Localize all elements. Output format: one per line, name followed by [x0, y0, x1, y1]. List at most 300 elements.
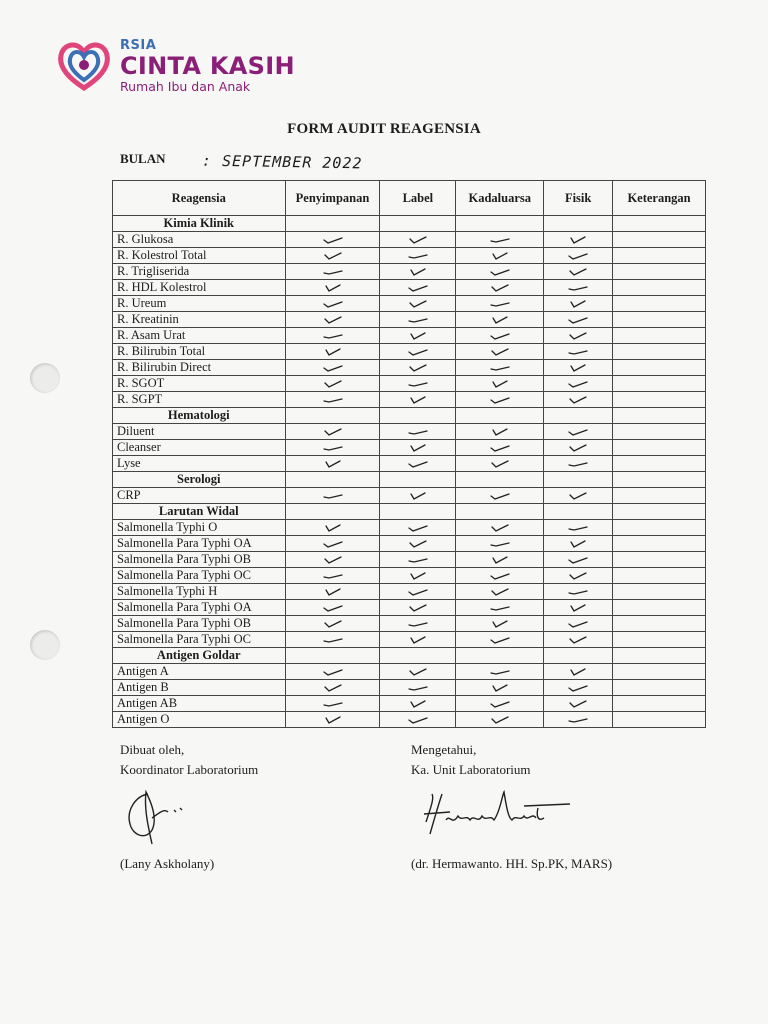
check-cell	[456, 536, 544, 552]
check-cell	[456, 712, 544, 728]
check-cell	[380, 584, 456, 600]
check-cell	[544, 536, 613, 552]
check-cell	[380, 360, 456, 376]
table-row	[113, 696, 706, 712]
empty-cell	[544, 408, 613, 424]
check-mark-icon	[567, 362, 589, 374]
check-cell	[456, 328, 544, 344]
check-cell	[544, 376, 613, 392]
check-mark-icon	[322, 666, 344, 678]
check-mark-icon	[489, 602, 511, 614]
check-mark-icon	[407, 682, 429, 694]
logo-brand-name: CINTA KASIH	[120, 51, 295, 80]
check-cell	[544, 520, 613, 536]
empty-cell	[613, 504, 706, 520]
section-row	[113, 504, 706, 520]
empty-cell	[380, 648, 456, 664]
check-cell	[456, 680, 544, 696]
table-row	[113, 712, 706, 728]
check-cell	[285, 360, 380, 376]
keterangan-cell	[613, 280, 706, 296]
check-mark-icon	[407, 602, 429, 614]
check-cell	[285, 376, 380, 392]
check-cell	[456, 552, 544, 568]
check-mark-icon	[567, 586, 589, 598]
check-mark-icon	[322, 378, 344, 390]
check-mark-icon	[489, 250, 511, 262]
table-row	[113, 552, 706, 568]
table-row	[113, 456, 706, 472]
check-cell	[380, 536, 456, 552]
reagent-name: R. Ureum	[113, 296, 286, 312]
reagent-name: Salmonella Para Typhi OB	[113, 552, 286, 568]
check-mark-icon	[407, 330, 429, 342]
check-cell	[544, 664, 613, 680]
empty-cell	[285, 504, 380, 520]
empty-cell	[456, 472, 544, 488]
check-mark-icon	[322, 602, 344, 614]
reagent-name: Salmonella Typhi H	[113, 584, 286, 600]
empty-cell	[544, 504, 613, 520]
check-mark-icon	[407, 314, 429, 326]
check-mark-icon	[407, 266, 429, 278]
reagent-name: R. HDL Kolestrol	[113, 280, 286, 296]
check-mark-icon	[407, 634, 429, 646]
reagent-name: Antigen O	[113, 712, 286, 728]
check-mark-icon	[567, 234, 589, 246]
check-cell	[380, 456, 456, 472]
check-cell	[380, 328, 456, 344]
bulan-value: : SEPTEMBER 2022	[201, 151, 363, 173]
punch-hole-bottom	[30, 630, 60, 660]
table-row	[113, 296, 706, 312]
empty-cell	[456, 648, 544, 664]
check-mark-icon	[322, 490, 344, 502]
check-cell	[285, 584, 380, 600]
check-mark-icon	[322, 586, 344, 598]
check-cell	[456, 232, 544, 248]
keterangan-cell	[613, 568, 706, 584]
keterangan-cell	[613, 664, 706, 680]
empty-cell	[285, 472, 380, 488]
check-cell	[456, 600, 544, 616]
check-mark-icon	[322, 442, 344, 454]
check-cell	[285, 296, 380, 312]
keterangan-cell	[613, 520, 706, 536]
check-mark-icon	[567, 394, 589, 406]
check-cell	[285, 552, 380, 568]
table-row	[113, 440, 706, 456]
table-row	[113, 616, 706, 632]
section-row	[113, 216, 706, 232]
check-mark-icon	[322, 282, 344, 294]
check-cell	[544, 328, 613, 344]
check-cell	[380, 600, 456, 616]
empty-cell	[613, 472, 706, 488]
check-cell	[456, 360, 544, 376]
check-mark-icon	[407, 346, 429, 358]
keterangan-cell	[613, 376, 706, 392]
check-cell	[544, 440, 613, 456]
reagent-name: R. Trigliserida	[113, 264, 286, 280]
check-cell	[285, 328, 380, 344]
check-cell	[544, 712, 613, 728]
check-mark-icon	[407, 698, 429, 710]
check-mark-icon	[567, 570, 589, 582]
check-cell	[544, 392, 613, 408]
check-cell	[380, 232, 456, 248]
check-cell	[285, 280, 380, 296]
section-row	[113, 472, 706, 488]
hospital-logo	[54, 38, 295, 94]
check-mark-icon	[407, 442, 429, 454]
check-mark-icon	[489, 554, 511, 566]
keterangan-cell	[613, 712, 706, 728]
table-row	[113, 360, 706, 376]
table-row	[113, 264, 706, 280]
keterangan-cell	[613, 456, 706, 472]
check-mark-icon	[489, 298, 511, 310]
keterangan-cell	[613, 680, 706, 696]
check-mark-icon	[322, 314, 344, 326]
check-cell	[456, 616, 544, 632]
empty-cell	[544, 216, 613, 232]
check-mark-icon	[567, 618, 589, 630]
table-header-row	[113, 181, 706, 216]
check-mark-icon	[322, 362, 344, 374]
empty-cell	[285, 408, 380, 424]
check-mark-icon	[489, 362, 511, 374]
check-mark-icon	[489, 538, 511, 550]
check-cell	[285, 712, 380, 728]
check-cell	[380, 552, 456, 568]
check-cell	[456, 376, 544, 392]
check-cell	[380, 392, 456, 408]
check-mark-icon	[322, 538, 344, 550]
keterangan-cell	[613, 344, 706, 360]
check-cell	[380, 616, 456, 632]
reagent-name: Salmonella Para Typhi OB	[113, 616, 286, 632]
check-cell	[456, 584, 544, 600]
section-title: Kimia Klinik	[113, 216, 286, 232]
check-cell	[285, 664, 380, 680]
check-mark-icon	[489, 570, 511, 582]
coordinator-title: Koordinator Laboratorium	[120, 762, 259, 777]
empty-cell	[456, 216, 544, 232]
check-cell	[544, 616, 613, 632]
check-mark-icon	[322, 458, 344, 470]
reagent-name: Cleanser	[113, 440, 286, 456]
reagent-name: Salmonella Para Typhi OA	[113, 600, 286, 616]
table-row	[113, 664, 706, 680]
table-row	[113, 344, 706, 360]
reagent-name: Antigen AB	[113, 696, 286, 712]
table-row	[113, 232, 706, 248]
check-cell	[544, 568, 613, 584]
check-cell	[544, 264, 613, 280]
check-cell	[285, 696, 380, 712]
check-mark-icon	[489, 458, 511, 470]
check-mark-icon	[489, 282, 511, 294]
keterangan-cell	[613, 440, 706, 456]
check-cell	[285, 520, 380, 536]
form-title: FORM AUDIT REAGENSIA	[287, 121, 481, 137]
check-mark-icon	[407, 618, 429, 630]
section-row	[113, 648, 706, 664]
check-cell	[285, 424, 380, 440]
reagent-name: R. Glukosa	[113, 232, 286, 248]
reagent-name: Salmonella Para Typhi OC	[113, 632, 286, 648]
acknowledged-label: Mengetahui,	[411, 742, 477, 757]
signature-block-left	[120, 740, 258, 780]
check-mark-icon	[489, 586, 511, 598]
check-mark-icon	[567, 266, 589, 278]
signatory-right-name: (dr. Hermawanto. HH. Sp.PK, MARS)	[411, 856, 613, 871]
check-mark-icon	[407, 554, 429, 566]
keterangan-cell	[613, 536, 706, 552]
empty-cell	[456, 408, 544, 424]
check-mark-icon	[407, 570, 429, 582]
check-cell	[380, 312, 456, 328]
check-mark-icon	[489, 314, 511, 326]
check-cell	[456, 312, 544, 328]
check-mark-icon	[407, 666, 429, 678]
check-cell	[456, 392, 544, 408]
empty-cell	[613, 648, 706, 664]
check-mark-icon	[322, 330, 344, 342]
signatory-left-name: (Lany Askholany)	[120, 856, 215, 871]
table-row	[113, 680, 706, 696]
reagent-name: Salmonella Para Typhi OC	[113, 568, 286, 584]
check-mark-icon	[489, 698, 511, 710]
check-mark-icon	[322, 618, 344, 630]
check-cell	[380, 296, 456, 312]
check-mark-icon	[567, 490, 589, 502]
check-mark-icon	[407, 394, 429, 406]
check-cell	[544, 280, 613, 296]
check-cell	[456, 440, 544, 456]
check-cell	[544, 552, 613, 568]
table-row	[113, 600, 706, 616]
table-row	[113, 328, 706, 344]
check-cell	[380, 632, 456, 648]
check-cell	[285, 344, 380, 360]
check-mark-icon	[322, 554, 344, 566]
heart-logo-icon	[54, 38, 114, 94]
keterangan-cell	[613, 328, 706, 344]
check-mark-icon	[489, 442, 511, 454]
section-title: Hematologi	[113, 408, 286, 424]
keterangan-cell	[613, 296, 706, 312]
check-mark-icon	[567, 554, 589, 566]
check-cell	[285, 312, 380, 328]
check-mark-icon	[407, 538, 429, 550]
check-cell	[285, 600, 380, 616]
check-cell	[380, 376, 456, 392]
check-mark-icon	[489, 490, 511, 502]
check-cell	[456, 520, 544, 536]
keterangan-cell	[613, 552, 706, 568]
check-mark-icon	[407, 250, 429, 262]
check-mark-icon	[489, 426, 511, 438]
check-mark-icon	[407, 234, 429, 246]
check-cell	[544, 456, 613, 472]
check-cell	[380, 696, 456, 712]
check-cell	[285, 632, 380, 648]
check-cell	[380, 440, 456, 456]
keterangan-cell	[613, 360, 706, 376]
reagent-name: R. SGOT	[113, 376, 286, 392]
check-cell	[456, 664, 544, 680]
check-mark-icon	[489, 266, 511, 278]
col-header: Keterangan	[613, 181, 706, 216]
check-cell	[380, 280, 456, 296]
empty-cell	[380, 216, 456, 232]
table-row	[113, 584, 706, 600]
check-mark-icon	[489, 346, 511, 358]
reagent-name: R. Bilirubin Total	[113, 344, 286, 360]
signature-block-right	[411, 740, 531, 780]
check-mark-icon	[489, 394, 511, 406]
check-mark-icon	[407, 282, 429, 294]
check-mark-icon	[322, 570, 344, 582]
logo-small-text: RSIA	[120, 37, 157, 53]
signature-right-icon	[420, 786, 580, 846]
check-mark-icon	[489, 714, 511, 726]
check-cell	[285, 488, 380, 504]
check-cell	[285, 232, 380, 248]
check-mark-icon	[407, 458, 429, 470]
empty-cell	[380, 504, 456, 520]
made-by-label: Dibuat oleh,	[120, 742, 185, 757]
table-row	[113, 248, 706, 264]
check-mark-icon	[322, 522, 344, 534]
check-mark-icon	[567, 298, 589, 310]
check-cell	[456, 280, 544, 296]
table-row	[113, 536, 706, 552]
reagent-name: Salmonella Para Typhi OA	[113, 536, 286, 552]
keterangan-cell	[613, 584, 706, 600]
check-cell	[456, 488, 544, 504]
reagent-name: R. SGPT	[113, 392, 286, 408]
section-row	[113, 408, 706, 424]
check-cell	[544, 424, 613, 440]
check-cell	[380, 680, 456, 696]
keterangan-cell	[613, 424, 706, 440]
check-mark-icon	[407, 362, 429, 374]
check-mark-icon	[322, 298, 344, 310]
check-mark-icon	[567, 346, 589, 358]
check-cell	[544, 632, 613, 648]
keterangan-cell	[613, 392, 706, 408]
empty-cell	[456, 504, 544, 520]
check-mark-icon	[567, 330, 589, 342]
col-header: Label	[380, 181, 456, 216]
check-cell	[456, 424, 544, 440]
col-header: Reagensia	[113, 181, 286, 216]
check-cell	[456, 344, 544, 360]
check-cell	[544, 312, 613, 328]
empty-cell	[380, 408, 456, 424]
check-mark-icon	[489, 618, 511, 630]
check-mark-icon	[322, 634, 344, 646]
check-cell	[380, 248, 456, 264]
keterangan-cell	[613, 696, 706, 712]
check-mark-icon	[567, 314, 589, 326]
check-cell	[285, 536, 380, 552]
check-mark-icon	[489, 666, 511, 678]
empty-cell	[285, 648, 380, 664]
section-title: Larutan Widal	[113, 504, 286, 520]
logo-tagline: Rumah Ibu dan Anak	[120, 78, 251, 94]
reagent-name: R. Kreatinin	[113, 312, 286, 328]
table-row	[113, 424, 706, 440]
keterangan-cell	[613, 264, 706, 280]
audit-table-body	[113, 216, 706, 728]
check-cell	[456, 696, 544, 712]
check-mark-icon	[322, 250, 344, 262]
reagent-name: R. Asam Urat	[113, 328, 286, 344]
empty-cell	[285, 216, 380, 232]
check-cell	[285, 616, 380, 632]
reagent-name: CRP	[113, 488, 286, 504]
table-row	[113, 568, 706, 584]
check-cell	[380, 712, 456, 728]
keterangan-cell	[613, 632, 706, 648]
col-header: Kadaluarsa	[456, 181, 544, 216]
table-row	[113, 280, 706, 296]
empty-cell	[380, 472, 456, 488]
check-cell	[456, 248, 544, 264]
reagent-name: R. Kolestrol Total	[113, 248, 286, 264]
check-mark-icon	[567, 682, 589, 694]
check-mark-icon	[407, 298, 429, 310]
check-mark-icon	[322, 394, 344, 406]
check-mark-icon	[567, 378, 589, 390]
check-cell	[544, 696, 613, 712]
check-cell	[285, 248, 380, 264]
check-cell	[544, 488, 613, 504]
check-cell	[380, 264, 456, 280]
empty-cell	[544, 648, 613, 664]
check-mark-icon	[567, 442, 589, 454]
audit-table	[112, 180, 706, 728]
check-cell	[285, 392, 380, 408]
check-mark-icon	[567, 522, 589, 534]
check-mark-icon	[489, 522, 511, 534]
table-row	[113, 520, 706, 536]
check-cell	[380, 520, 456, 536]
check-mark-icon	[407, 522, 429, 534]
check-cell	[544, 584, 613, 600]
check-cell	[380, 568, 456, 584]
check-mark-icon	[322, 682, 344, 694]
check-mark-icon	[322, 426, 344, 438]
reagent-name: Salmonella Typhi O	[113, 520, 286, 536]
check-cell	[285, 680, 380, 696]
keterangan-cell	[613, 616, 706, 632]
check-mark-icon	[322, 234, 344, 246]
section-title: Antigen Goldar	[113, 648, 286, 664]
check-mark-icon	[407, 586, 429, 598]
check-mark-icon	[489, 634, 511, 646]
check-cell	[544, 680, 613, 696]
check-cell	[544, 344, 613, 360]
check-mark-icon	[567, 634, 589, 646]
col-header: Fisik	[544, 181, 613, 216]
check-mark-icon	[489, 234, 511, 246]
check-cell	[285, 440, 380, 456]
